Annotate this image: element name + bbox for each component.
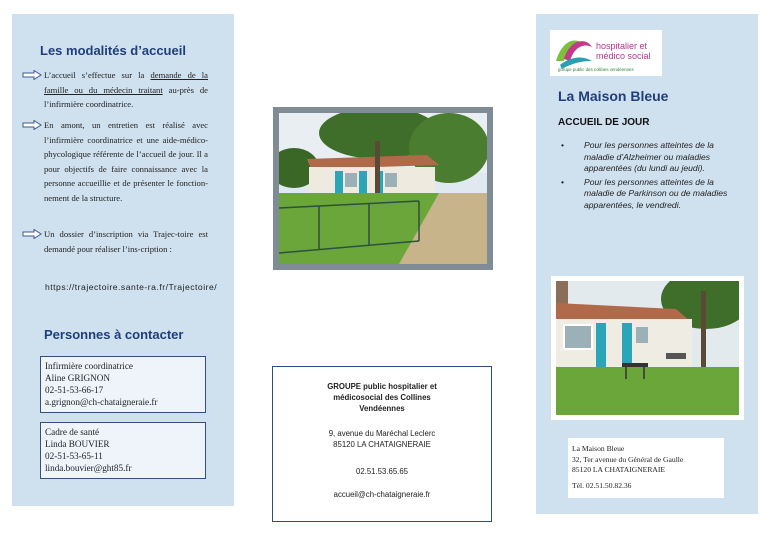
group-email[interactable]: accueil@ch-chataigneraie.fr: [333, 490, 431, 499]
page-title: La Maison Bleue: [558, 88, 669, 104]
contact-card-cadre: [40, 422, 206, 479]
bullet-demande-underlined: demande de la famille ou du médecin traitant: [44, 70, 208, 95]
contact-email[interactable]: a.grignon@ch-chataigneraie.fr: [45, 397, 158, 407]
group-phone: 02.51.53.65.65: [355, 467, 409, 476]
contact-name: Linda BOUVIER: [45, 439, 110, 449]
bullet-dot: •: [561, 140, 565, 150]
building-photo-garden-image: [279, 113, 487, 264]
bullet-dot: •: [561, 176, 565, 187]
arrow-icon: [22, 70, 42, 80]
contact-phone: 02-51-53-65-11: [45, 451, 103, 461]
contact-phone: 02-51-53-66-17: [45, 385, 104, 395]
building-photo-garden: [279, 113, 487, 264]
contact-role: Infirmière coordinatrice: [45, 361, 133, 371]
contact-name: Aline GRIGNON: [45, 373, 111, 383]
logo: [550, 30, 662, 76]
logo-text-line2: médico social: [596, 51, 651, 61]
group-address2: 85120 LA CHATAIGNERAIE: [333, 440, 431, 449]
arrow-icon: [22, 120, 42, 130]
bullet-demande-post: au-près de l’infirmière coordinatrice.: [44, 84, 208, 109]
group-contact-box: [272, 366, 492, 522]
bullet-demande-pre: L’accueil s’effectue sur la: [44, 70, 151, 80]
list-item-text: Pour les personnes atteintes de la maladie d’Alzheimer ou maladies apparentées (du lundi au jeudi).: [584, 140, 714, 173]
list-item: [560, 177, 746, 212]
group-line3: Vendéennes: [359, 404, 405, 413]
group-address1: 9, avenue du Maréchal Leclerc: [328, 429, 436, 438]
addr-street: 32, Ter avenue du Général de Gaulle: [572, 454, 684, 464]
service-subtitle: ACCUEIL DE JOUR: [558, 117, 650, 128]
bullet-dossier: [22, 227, 208, 256]
building-photo-terrace: [556, 281, 739, 415]
bullet-dossier-text: Un dossier d’inscription via Trajec-toire est demandé pour réaliser l’ins-cription :: [44, 229, 208, 254]
addr-city: 85120 LA CHATAIGNERAIE: [572, 465, 666, 474]
bullet-entretien-text: En amont, un entretien est réalisé avec l’infirmière coordinatrice et une aide-médico-phycologique référente de l’accueil de jour. Il a pour objectifs de faire connaissance avec la personne accueillie et de présenter le fonction-nement de la structure.: [44, 120, 208, 203]
list-item-text: Pour les personnes atteintes de la maladie de Parkinson ou de maladies apparentées, le vendredi.: [584, 176, 728, 210]
bullet-demande: [22, 68, 208, 112]
group-line1: GROUPE public hospitalier et: [327, 382, 437, 391]
address-box: [568, 438, 724, 498]
group-line2: médicosocial des Collines: [333, 393, 431, 402]
list-item: [560, 140, 746, 175]
contact-card-infirmiere: [40, 356, 206, 413]
logo-text-line1: hospitalier et: [596, 41, 648, 51]
contacts-title: Personnes à contacter: [44, 327, 184, 342]
contact-email[interactable]: linda.bouvier@ght85.fr: [45, 463, 132, 473]
addr-name: La Maison Bleue: [572, 444, 625, 453]
modalites-title: Les modalités d’accueil: [40, 43, 186, 58]
bullet-entretien: [22, 118, 208, 205]
trajectoire-url[interactable]: https://trajectoire.sante-ra.fr/Trajectoire/: [45, 282, 218, 292]
building-photo-terrace-image: [556, 281, 739, 415]
addr-phone: Tél. 02.51.50.82.36: [572, 480, 632, 490]
arrow-icon: [22, 229, 42, 239]
contact-role: Cadre de santé: [45, 427, 100, 437]
logo-subtext: groupe public des collines vendéennes: [558, 67, 634, 72]
service-list: [560, 140, 746, 213]
